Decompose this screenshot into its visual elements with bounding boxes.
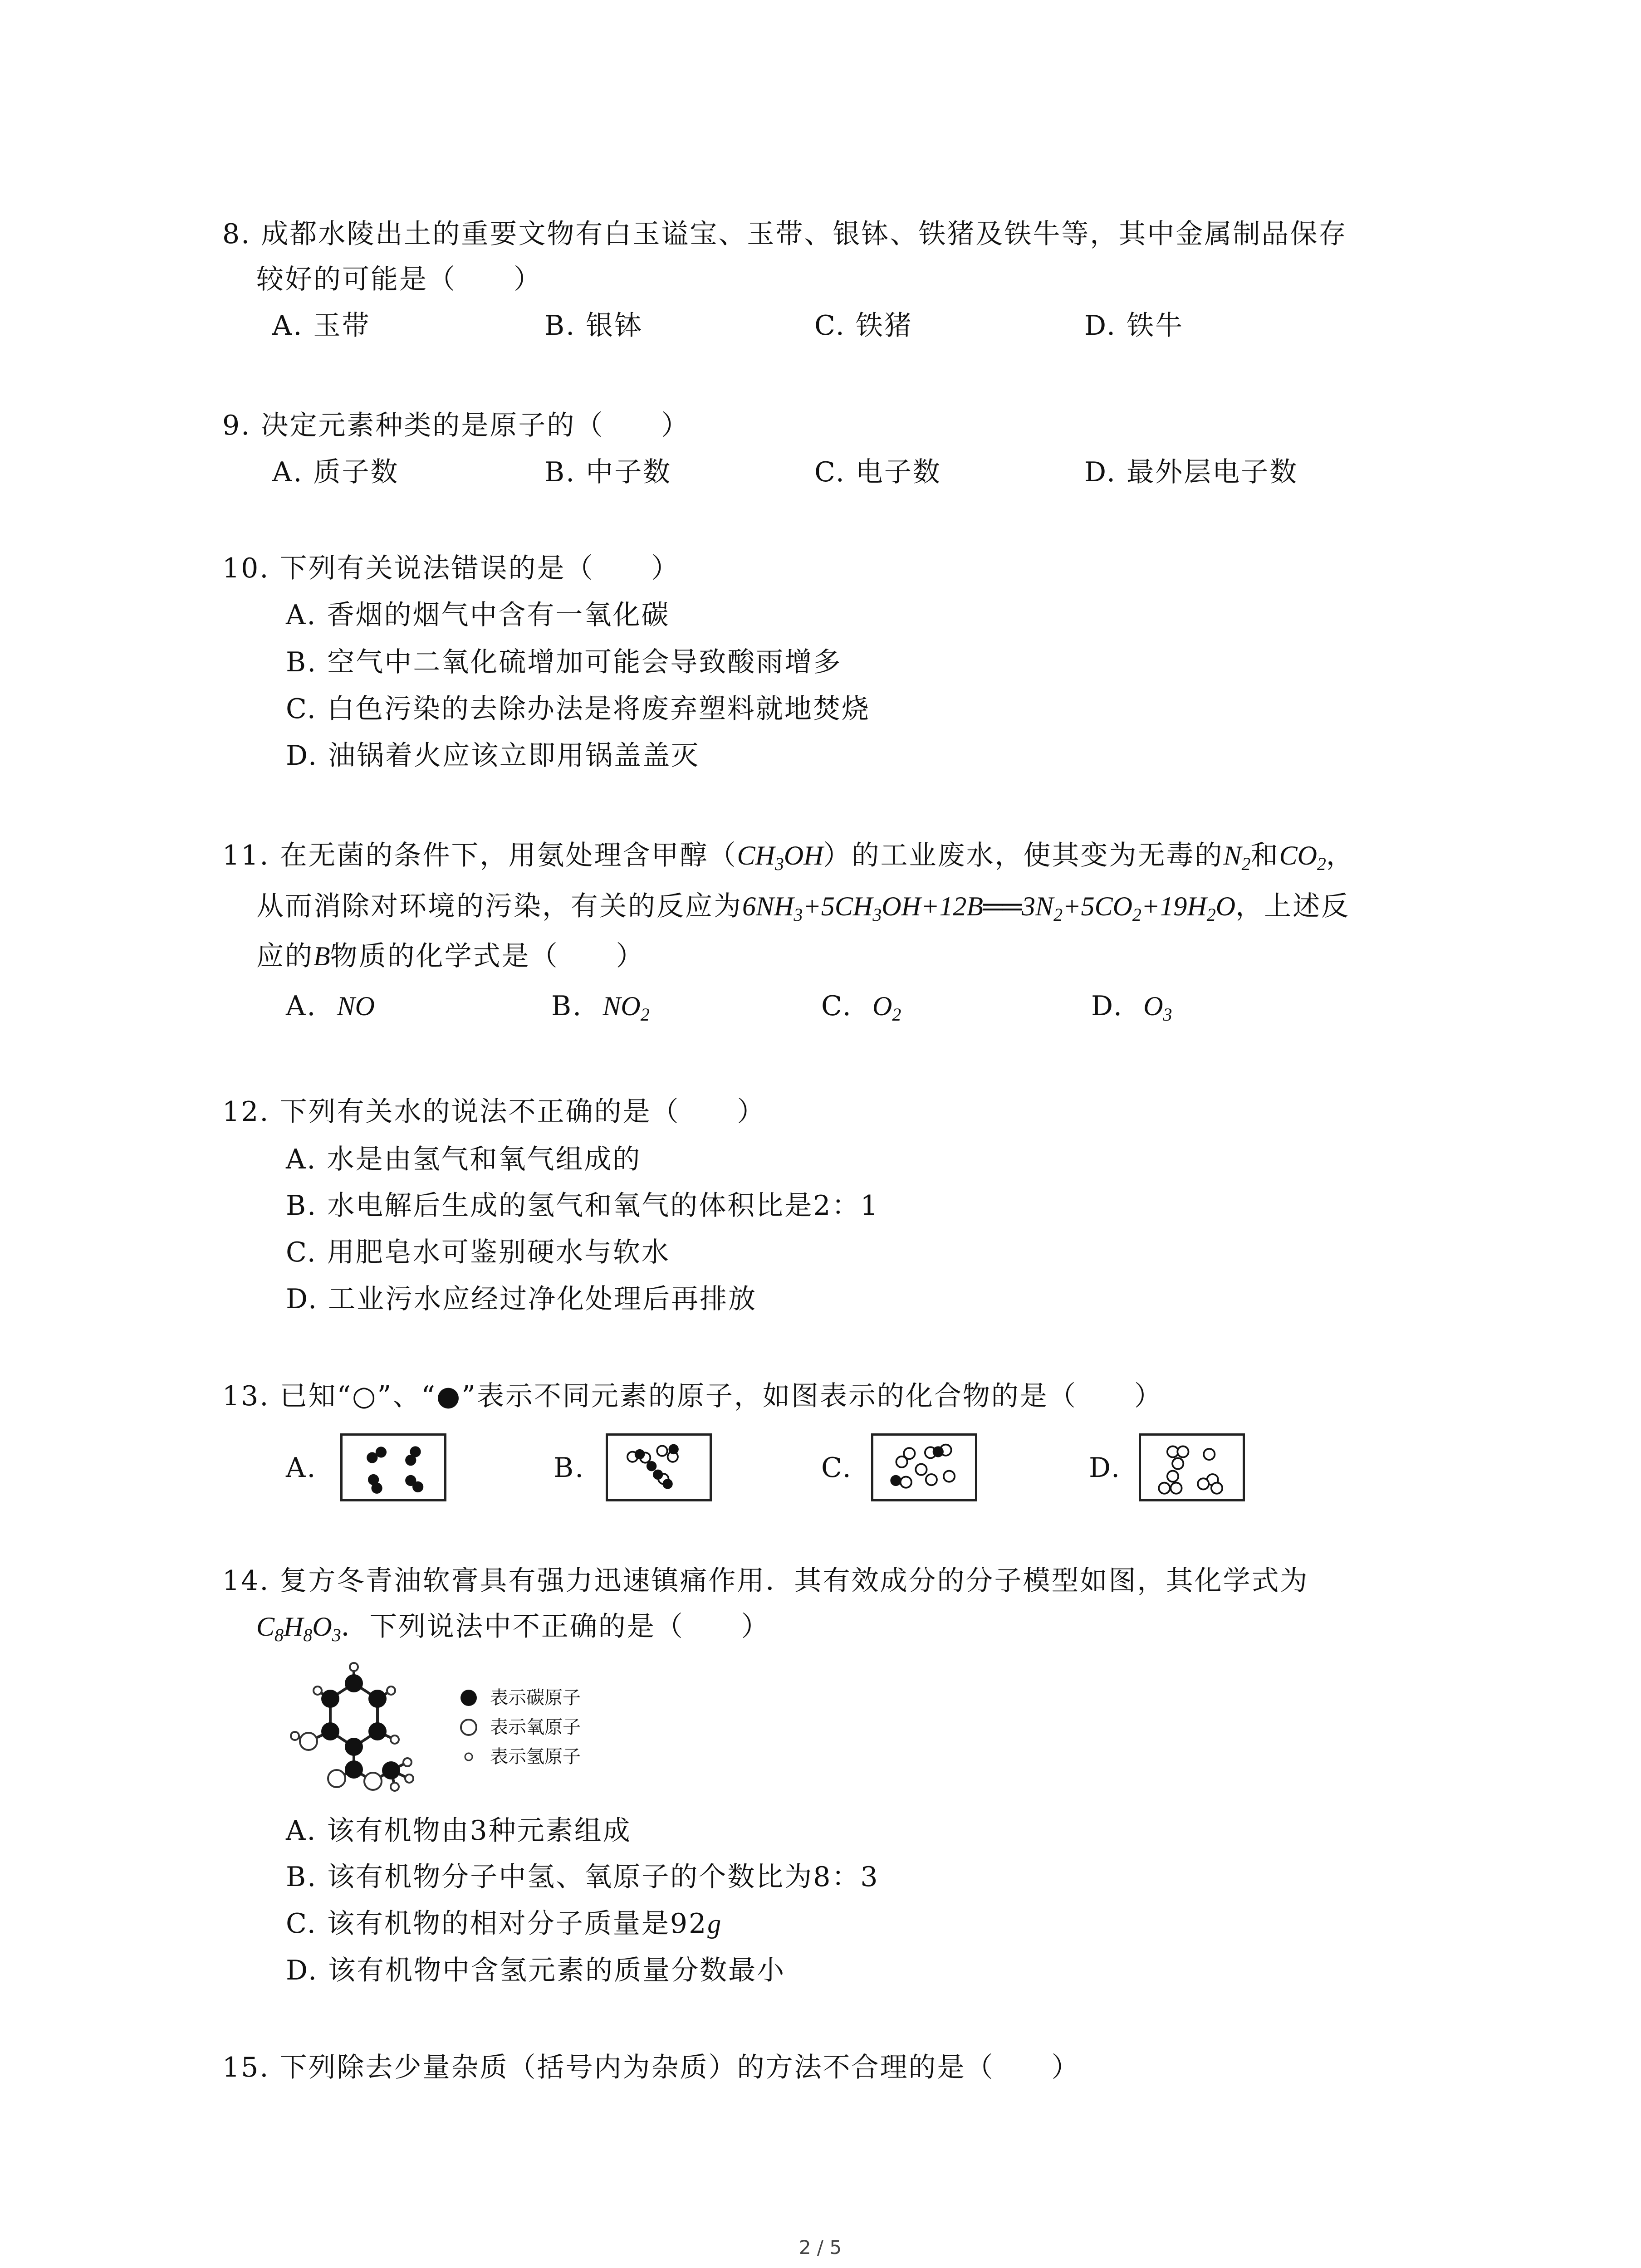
q8-option-a: A. 玉带: [272, 310, 371, 342]
q11-text-line1: 11. 在无菌的条件下，用氨处理含甲醇$(CH_3OH)$的工业废水，使其变为无毒的$N_2$和$CO_2$，: [222, 840, 1355, 874]
q8-text-line2: 较好的可能是（ ）: [256, 264, 542, 295]
q11-text-seg: 11. 在无菌的条件下，用氨处理含甲醇（: [222, 840, 737, 871]
legend-oxygen-label: 表示氧原子: [490, 1717, 581, 1738]
q12-text: 12. 下列有关水的说法不正确的是（ ）: [222, 1096, 766, 1128]
q11-option-a: A. NO: [286, 990, 375, 1022]
formula-c8h8o3: $C_8H_8O_3$: [256, 1612, 341, 1645]
q15-text: 15. 下列除去少量杂质（括号内为杂质）的方法不合理的是（ ）: [222, 2052, 1080, 2083]
q12-option-b: B. 水电解后生成的氢气和氧气的体积比是2：1: [286, 1190, 879, 1222]
q11-text-seg: ）的工业废水，使其变为无毒的: [823, 840, 1224, 871]
q11-text-line2: 从而消除对环境的污染，有关的反应为$6NH_3+5CH_3OH+12B══3N_2+5CO_2+19H_2O$，上述反: [256, 890, 1350, 925]
q10-text: 10. 下列有关说法错误的是（ ）: [222, 552, 680, 584]
q10-option-d: D. 油锅着火应该立即用锅盖盖灭: [286, 740, 700, 772]
q13-option-a-label: A.: [286, 1452, 317, 1484]
q8-option-d: D. 铁牛: [1084, 310, 1184, 342]
carbon-atom-legend-icon: [458, 1687, 479, 1708]
q13-text: 13. 已知“○”、“●”表示不同元素的原子，如图表示的化合物的是（ ）: [222, 1380, 1163, 1412]
formula-n2: $N_2$: [1223, 841, 1251, 874]
q10-option-c: C. 白色污染的去除办法是将废弃塑料就地焚烧: [286, 693, 870, 725]
page-number: 2 / 5: [798, 2236, 842, 2258]
q13-option-c-label: C.: [821, 1452, 852, 1484]
oxygen-atom-legend-icon: [458, 1717, 479, 1738]
q10-option-a: A. 香烟的烟气中含有一氧化碳: [286, 599, 670, 631]
reaction-equation: $6NH_3+5CH_3OH+12B══3N_2+5CO_2+19H_2O$: [742, 891, 1236, 925]
q14-option-d: D. 该有机物中含氢元素的质量分数最小: [286, 1955, 786, 1986]
q9-text: 9. 决定元素种类的是原子的（ ）: [222, 410, 690, 441]
legend-hydrogen-label: 表示氢原子: [490, 1746, 581, 1767]
q11-option-d: D. $O_3$: [1091, 990, 1172, 1025]
q9-option-b: B. 中子数: [544, 456, 672, 488]
q13-option-b-label: B.: [554, 1452, 585, 1484]
q9-option-d: D. 最外层电子数: [1084, 456, 1298, 488]
q13-option-d-label: D.: [1089, 1452, 1122, 1484]
molecule-model-diagram: [272, 1653, 445, 1808]
hydrogen-atom-legend-icon: [458, 1746, 479, 1767]
q9-option-a: A. 质子数: [272, 456, 399, 488]
q14-option-a: A. 该有机物由3种元素组成: [286, 1815, 632, 1847]
q14-text-line2: $C_8H_8O_3$．下列说法中不正确的是（ ）: [256, 1611, 770, 1645]
q8-option-b: B. 银钵: [544, 310, 643, 342]
q9-option-c: C. 电子数: [814, 456, 941, 488]
q12-option-a: A. 水是由氢气和氧气组成的: [286, 1144, 642, 1175]
legend-carbon-label: 表示碳原子: [490, 1687, 581, 1708]
q13-option-b-diagram: [606, 1433, 712, 1501]
q11-option-b: B. $NO_2$: [551, 990, 650, 1025]
q10-option-b: B. 空气中二氧化硫增加可能会导致酸雨增多: [286, 646, 842, 678]
q13-option-d-diagram: [1139, 1433, 1245, 1501]
q13-option-c-diagram: [871, 1433, 977, 1501]
formula-co2: $CO_2$: [1279, 841, 1326, 874]
q11-option-c: C. $O_2$: [821, 990, 901, 1025]
q14-text-line1: 14. 复方冬青油软膏具有强力迅速镇痛作用．其有效成分的分子模型如图，其化学式为: [222, 1565, 1309, 1597]
q11-text-line3: 应的B物质的化学式是（ ）: [256, 940, 645, 972]
formula-methanol: $CH_3OH$: [737, 841, 823, 874]
q8-text-line1: 8. 成都水陵出土的重要文物有白玉谥宝、玉带、银钵、铁猪及铁牛等，其中金属制品保存: [222, 218, 1347, 250]
q13-option-a-diagram: [340, 1433, 446, 1501]
q8-option-c: C. 铁猪: [814, 310, 913, 342]
q12-option-d: D. 工业污水应经过净化处理后再排放: [286, 1283, 757, 1315]
q14-option-b: B. 该有机物分子中氢、氧原子的个数比为8：3: [286, 1861, 879, 1893]
q14-option-c: C. 该有机物的相对分子质量是92g: [286, 1908, 721, 1940]
q12-option-c: C. 用肥皂水可鉴别硬水与软水: [286, 1237, 670, 1268]
